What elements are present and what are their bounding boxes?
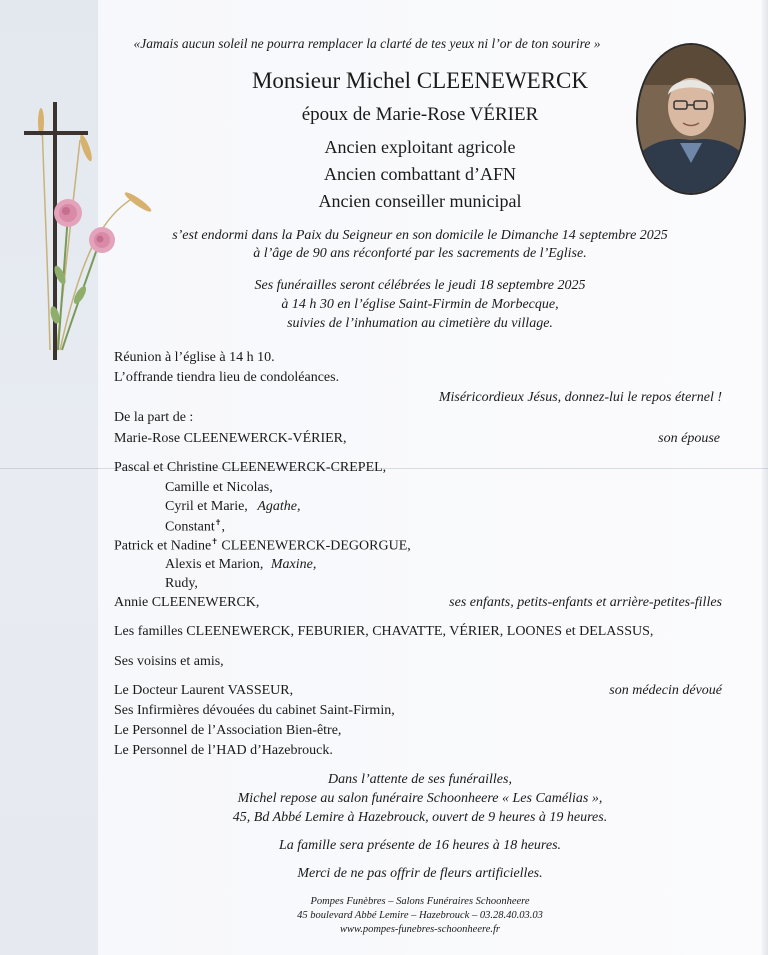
association-line: Le Personnel de l’Association Bien-être, (114, 723, 342, 738)
family-presence: La famille sera présente de 16 heures à 18 heures. (278, 838, 562, 853)
child-patrick: Patrick et Nadine (114, 538, 212, 554)
nurses-line: Ses Infirmières dévouées du cabinet Saint-Firmin, (114, 703, 395, 718)
visit-address-hours: 45, Bd Abbé Lemire à Hazebrouck, ouvert de 9 heures à 19 heures. (232, 810, 608, 825)
footer-website: www.pompes-funebres-schoonheere.fr (339, 924, 500, 935)
offering-note: L’offrande tiendra lieu de condoléances. (114, 370, 340, 385)
grandchild-alexis-row (165, 557, 316, 573)
doctor-name: Le Docteur Laurent VASSEUR, (114, 683, 294, 698)
prayer-line: Miséricordieux Jésus, donnez-lui le repos éternel ! (438, 390, 722, 405)
child-patrick-row (114, 537, 411, 555)
funeral-date: Ses funérailles seront célébrées le jeudi 18 septembre 2025 (254, 278, 586, 293)
families-line: Les familles CLEENEWERCK, FEBURIER, CHAVATTE, VÉRIER, LOONES et DELASSUS, (114, 624, 654, 639)
child-patrick-surname: CLEENEWERCK-DEGORGUE, (217, 538, 411, 554)
no-flowers-note: Merci de ne pas offrir de fleurs artificielles. (297, 866, 543, 881)
title-veteran: Ancien combattant d’AFN (324, 164, 516, 184)
spouse-name: Marie-Rose CLEENEWERCK-VÉRIER, (114, 431, 347, 446)
deceased-cross-mark: ✝ (214, 518, 222, 527)
footer-address: 45 boulevard Abbé Lemire – Hazebrouck – 03.28.40.03.03 (297, 910, 543, 921)
title-councillor: Ancien conseiller municipal (318, 191, 522, 211)
children-role: ses enfants, petits-enfants et arrière-petites-filles (449, 595, 722, 610)
grandchild-constant-row: Constant✝, (165, 518, 225, 535)
neighbours-line: Ses voisins et amis, (114, 654, 224, 669)
grandchild-constant: Constant (165, 519, 215, 535)
grandchild-rudy: Rudy, (165, 576, 198, 591)
grandchild-cyril: Cyril et Marie, (165, 499, 248, 514)
epitaph-quote: «Jamais aucun soleil ne pourra remplacer la clarté de tes yeux ni l’or de ton sourire » (133, 36, 601, 51)
visit-location: Michel repose au salon funéraire Schoonheere « Les Camélias », (237, 791, 603, 806)
visit-intro: Dans l’attente de ses funérailles, (328, 772, 512, 787)
grandchild-alexis: Alexis et Marion, (165, 557, 264, 572)
deceased-name: Monsieur Michel CLEENEWERCK (251, 68, 588, 93)
child-pascal: Pascal et Christine CLEENEWERCK-CREPEL, (114, 460, 387, 475)
footer-company: Pompes Funèbres – Salons Funéraires Schoonheere (310, 896, 530, 907)
meeting-time: Réunion à l’église à 14 h 10. (114, 350, 275, 365)
had-line: Le Personnel de l’HAD d’Hazebrouck. (114, 743, 333, 758)
child-annie: Annie CLEENEWERCK, (114, 595, 260, 610)
great-grandchild-maxine: Maxine, (270, 557, 317, 572)
deceased-cross-mark-nadine: ✝ (211, 537, 218, 546)
funeral-place: à 14 h 30 en l’église Saint-Firmin de Morbecque, (281, 297, 559, 312)
spouse-role: son épouse (658, 431, 720, 446)
death-announcement-age: à l’âge de 90 ans réconforté par les sacrements de l’Eglise. (253, 246, 587, 261)
grandchild-camille: Camille et Nicolas, (165, 480, 273, 495)
portrait-photo (636, 43, 746, 195)
title-farmer: Ancien exploitant agricole (324, 137, 516, 157)
death-announcement: s’est endormi dans la Paix du Seigneur en son domicile le Dimanche 14 septembre 2025 (172, 228, 668, 243)
paper-edge (762, 0, 768, 955)
grandchild-cyril-row (165, 499, 300, 515)
great-grandchild-agathe: Agathe, (257, 499, 301, 514)
spouse-line: époux de Marie-Rose VÉRIER (301, 104, 539, 125)
burial-line: suivies de l’inhumation au cimetière du village. (287, 316, 553, 331)
family-intro: De la part de : (114, 410, 194, 425)
doctor-role: son médecin dévoué (609, 683, 722, 698)
